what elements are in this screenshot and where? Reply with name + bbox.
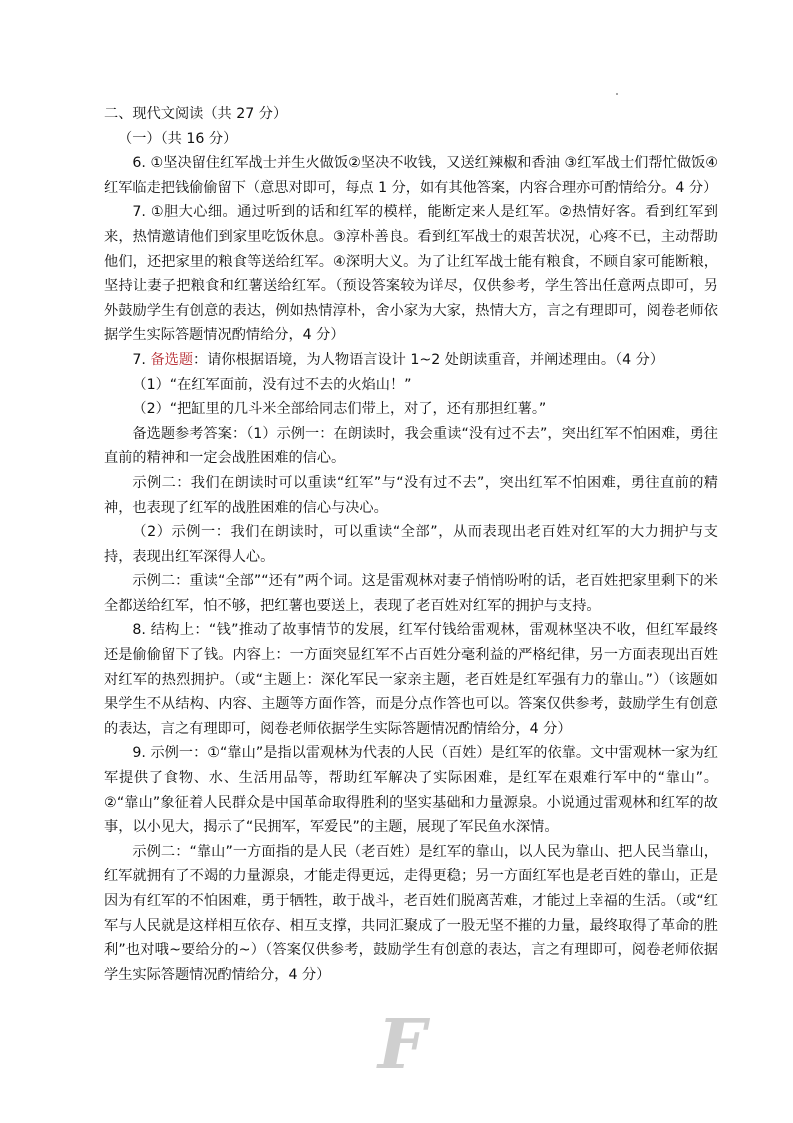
answer-q6: 6. ①坚决留住红军战士并生火做饭②坚决不收钱，又送红辣椒和香油 ③红军战士们帮忙做饭④红军临走把钱偷偷留下（意思对即可，每点 1 分，如有其他答案，内容合理亦可酌情给分。4 分）: [104, 155, 718, 196]
answer-key-body: [104, 102, 718, 987]
q7b-item-1: （1）“在红军面前，没有过不去的火焰山！”: [132, 376, 412, 393]
reference-answer-2-example-1: （2）示例一：我们在朗读时，可以重读“全部”，从而表现出老百姓对红军的大力拥护与支持，表现出红军深得人心。: [104, 524, 718, 565]
reference-answer-1-example-1: 备选题参考答案：（1）示例一：在朗读时，我会重读“没有过不去”，突出红军不怕困难，勇往直前的精神和一定会战胜困难的信心。: [104, 425, 718, 467]
section-title: 二、现代文阅读（共 27 分）: [104, 106, 288, 122]
reference-answer-1-example-2: 示例二：我们在朗读时可以重读“红军”与“没有过不去”，突出红军不怕困难，勇往直前的精神，也表现了红军的战胜困难的信心与决心。: [104, 474, 718, 516]
answer-q7: 7. ①胆大心细。通过听到的话和红军的模样，能断定来人是红军。②热情好客。看到红军到来，热情邀请他们到家里吃饭休息。③淳朴善良。看到红军战士的艰苦状况，心疼不已，主动帮助他们，还把家里的粮食等送给红军。④深明大义。为了让红军战士能有粮食，不顾自家可能断粮，坚持让妻子把粮食和红薯送给红军。（预设答案较为详尽，仅供参考，学生答出任意两点即可，另外鼓励学生有创意的表达，例如热情淳朴，舍小家为大家，热情大方，言之有理即可，阅卷老师依据学生实际答题情况酌情给分，4 分）: [104, 204, 718, 344]
answer-q8: 8. 结构上：“钱”推动了故事情节的发展，红军付钱给雷观林，雷观林坚决不收，但红军最终还是偷偷留下了钱。内容上：一方面突显红军不占百姓分毫利益的严格纪律，另一方面表现出百姓对红军的热烈拥护。（或“主题上：深化军民一家亲主题，老百姓是红军强有力的靠山。”）（该题如果学生不从结构、内容、主题等方面作答，而是分点作答也可以。答案仅供参考，鼓励学生有创意的表达，言之有理即可，阅卷老师依据学生实际答题情况酌情给分，4 分）: [104, 622, 718, 737]
speck-mark: [616, 93, 618, 95]
alternate-question-label: 备选题: [150, 351, 194, 368]
watermark-logo: F: [377, 1005, 427, 1085]
subsection-title: （一）（共 16 分）: [118, 130, 238, 147]
answer-q9-example-2: 示例二：“靠山”一方面指的是人民（老百姓）是红军的靠山，以人民为靠山、把人民当靠山，红军就拥有了不竭的力量源泉，才能走得更远，走得更稳；另一方面红军也是老百姓的靠山，正是因为有红军的不怕困难，勇于牺牲，敢于战斗，老百姓们脱离苦难，才能过上幸福的生活。（或“红军与人民就是这样相互依存、相互支撑，共同汇聚成了一股无坚不摧的力量，最终取得了革命的胜利”也对哦~要给分的~）（答案仅供参考，鼓励学生有创意的表达，言之有理即可，阅卷老师依据学生实际答题情况酌情给分，4 分）: [104, 843, 718, 983]
q7b-prompt: ：请你根据语境，为人物语言设计 1~2 处朗读重音，并阐述理由。（4 分）: [193, 351, 665, 368]
answer-q9-example-1: 9. 示例一：①“靠山”是指以雷观林为代表的人民（百姓）是红军的依靠。文中雷观林一家为红军提供了食物、水、生活用品等，帮助红军解决了实际困难，是红军在艰难行军中的“靠山”。②“靠山”象征着人民群众是中国革命取得胜利的坚实基础和力量源泉。小说通过雷观林和红军的故事，以小见大，揭示了“民拥军，军爱民”的主题，展现了军民鱼水深情。: [104, 745, 718, 836]
q7b-number: 7.: [132, 351, 151, 368]
reference-answer-2-example-2: 示例二：重读“全部”“还有”两个词。这是雷观林对妻子悄悄吩咐的话，老百姓把家里剩下的米全都送给红军，怕不够，把红薯也要送上，表现了老百姓对红军的拥护与支持。: [104, 573, 718, 614]
question-q7-alternate: [104, 348, 718, 373]
q7b-item-2: （2）“把缸里的几斗米全部给同志们带上，对了，还有那担红薯。”: [132, 401, 547, 418]
